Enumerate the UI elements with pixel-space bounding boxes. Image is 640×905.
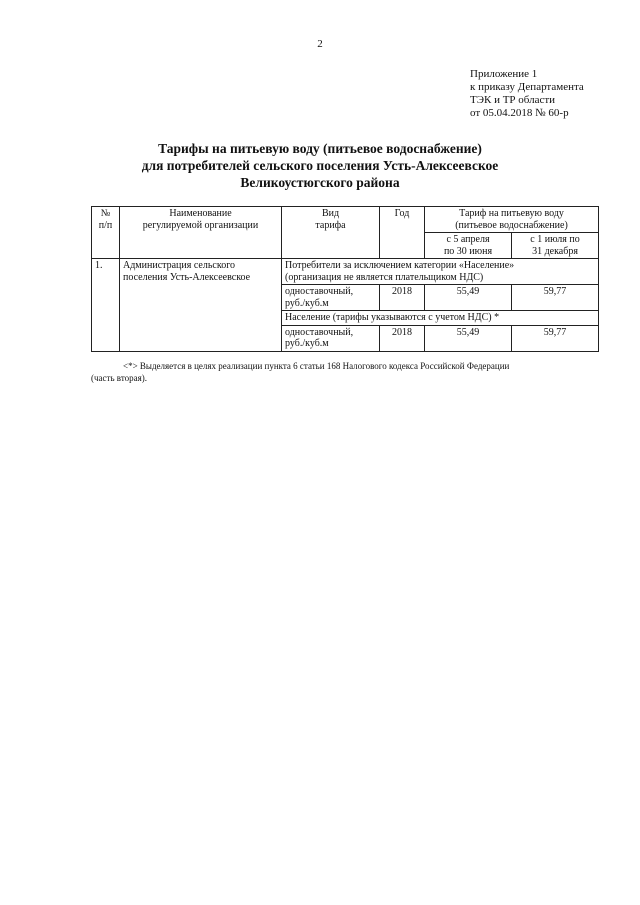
cell-tariff-type: одноставочный, руб./куб.м <box>282 285 380 311</box>
header-tariff: Тариф на питьевую воду (питьевое водоснабжение) <box>425 207 599 233</box>
page-number: 2 <box>317 38 323 50</box>
header-year: Год <box>380 207 425 259</box>
document-title <box>0 140 640 191</box>
appendix-line: ТЭК и ТР области <box>470 94 556 106</box>
footnote <box>91 360 571 384</box>
cell-year: 2018 <box>380 325 425 351</box>
cell-organization: Администрация сельского поселения Усть-Алексеевское <box>120 259 282 352</box>
footnote-line: (часть вторая). <box>91 373 148 383</box>
title-line: Великоустюгского района <box>240 175 400 190</box>
cell-tariff-period-1: 55,49 <box>425 325 512 351</box>
cell-tariff-period-1: 55,49 <box>425 285 512 311</box>
appendix-block <box>470 68 584 120</box>
cell-tariff-period-2: 59,77 <box>512 325 599 351</box>
header-organization: Наименование регулируемой организации <box>120 207 282 259</box>
cell-tariff-period-2: 59,77 <box>512 285 599 311</box>
title-line: для потребителей сельского поселения Усть-Алексеевское <box>141 158 499 173</box>
tariff-table <box>91 206 599 352</box>
header-period-1: с 5 апреля по 30 июня <box>425 233 512 259</box>
appendix-line: Приложение 1 <box>470 68 538 80</box>
title-line: Тарифы на питьевую воду (питьевое водоснабжение) <box>158 141 482 156</box>
cell-number: 1. <box>92 259 120 352</box>
table-header-row <box>92 207 599 233</box>
cell-year: 2018 <box>380 285 425 311</box>
header-tariff-type: Вид тарифа <box>282 207 380 259</box>
header-number: № п/п <box>92 207 120 259</box>
footnote-line: <*> Выделяется в целях реализации пункта 6 статьи 168 Налогового кодекса Российской Федерации <box>123 361 510 371</box>
appendix-line: от 05.04.2018 № 60-р <box>470 107 569 119</box>
header-period-2: с 1 июля по 31 декабря <box>512 233 599 259</box>
appendix-line: к приказу Департамента <box>470 81 584 93</box>
table-row <box>92 259 599 285</box>
cell-section-population: Население (тарифы указываются с учетом НДС) * <box>282 311 599 326</box>
cell-section-nonpopulation: Потребители за исключением категории «Население» (организация не является плательщиком НДС) <box>282 259 599 285</box>
cell-tariff-type: одноставочный, руб./куб.м <box>282 325 380 351</box>
